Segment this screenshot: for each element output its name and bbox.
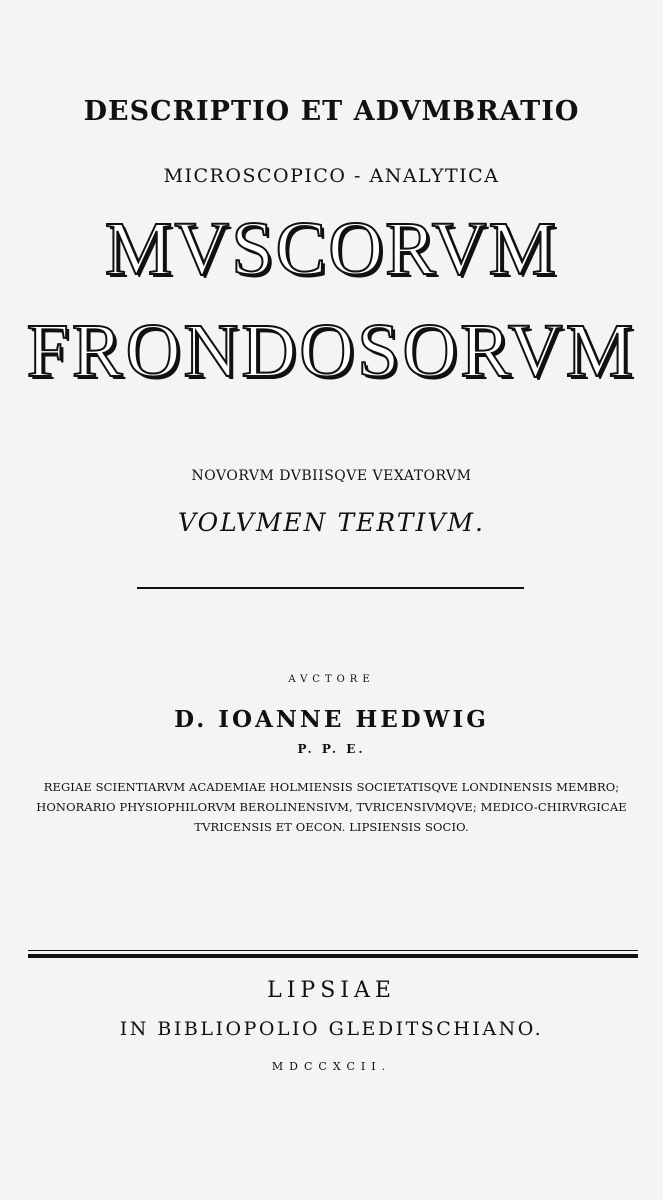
double-rule-thick [28,954,638,958]
author-title: P. P. E. [297,742,366,756]
title-line-1: DESCRIPTIO ET ADVMBRATIO [83,96,580,127]
title-line-2: MICROSCOPICO - ANALYTICA [163,165,500,187]
double-rule-thin [28,950,638,951]
horizontal-rule-top [137,587,524,589]
auctore-label: AVCTORE [288,674,375,685]
volume-label: VOLVMEN TERTIVM. [178,508,485,537]
subtitle: NOVORVM DVBIISQVE VEXATORVM [191,468,472,484]
main-title-line-2: FRONDOSORVM [26,309,637,393]
imprint-year: MDCCXCII. [271,1060,392,1073]
affiliation-line: TVRICENSIS ET OECON. LIPSIENSIS SOCIO. [194,820,469,834]
imprint-publisher: IN BIBLIOPOLIO GLEDITSCHIANO. [119,1018,544,1040]
imprint-place: LIPSIAE [267,978,396,1003]
author-name: D. IOANNE HEDWIG [174,706,489,733]
affiliation-line: HONORARIO PHYSIOPHILORVM BEROLINENSIVM, TVRICENSIVMQVE; MEDICO-CHIRVRGICAE [36,800,627,814]
main-title-line-1: MVSCORVM [104,207,559,291]
affiliation-line: REGIAE SCIENTIARVM ACADEMIAE HOLMIENSIS SOCIETATISQVE LONDINENSIS MEMBRO; [43,780,620,794]
